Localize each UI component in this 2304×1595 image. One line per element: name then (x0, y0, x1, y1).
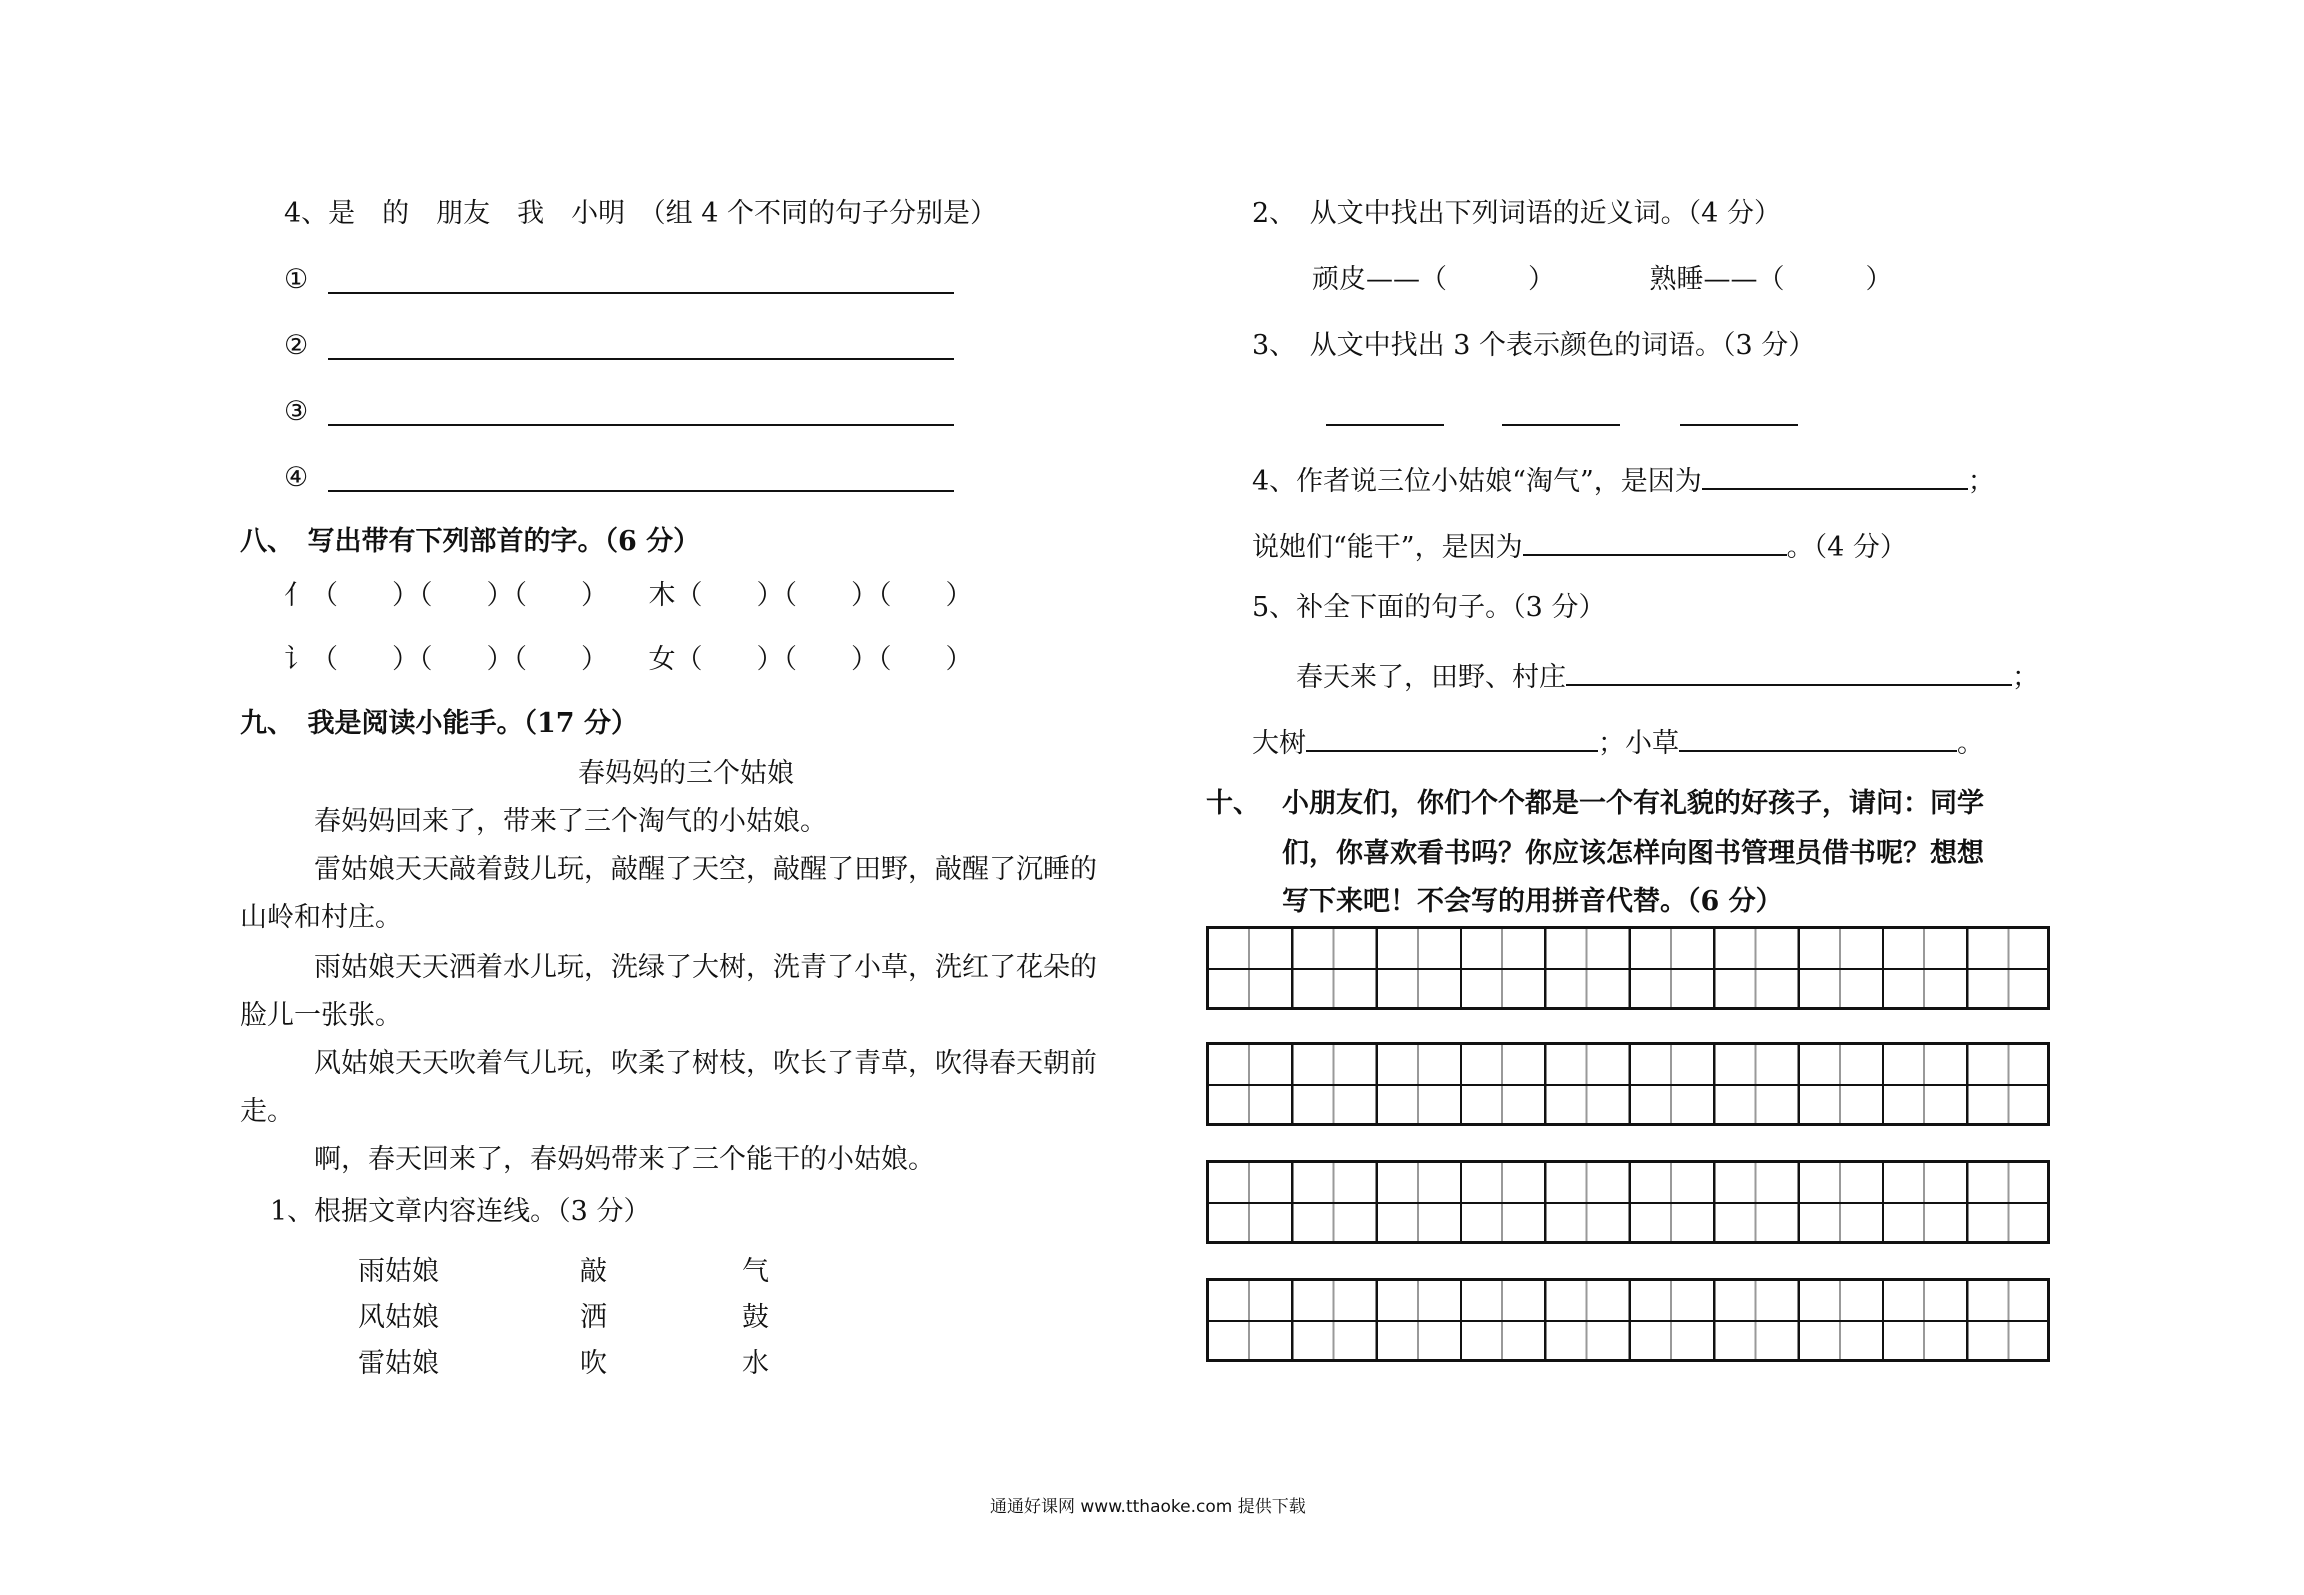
section-10-line-1: 小朋友们，你们个个都是一个有礼貌的好孩子，请问：同学 (1282, 788, 1984, 819)
question-5-spring-end: ； (2012, 662, 2039, 693)
question-4-naughty-end: ； (1967, 466, 1995, 497)
small-grass-label: ；小草 (1598, 728, 1679, 759)
color-word-blank-2[interactable] (1502, 424, 1620, 426)
question-4-naughty-text: 4、作者说三位小姑娘“淘气”，是因为 (1252, 466, 1702, 497)
match-right-2[interactable]: 鼓 (742, 1302, 769, 1333)
answer-marker-4: ④ (284, 462, 309, 493)
story-paragraph-4a: 风姑娘天天吹着气儿玩，吹柔了树枝，吹长了青草，吹得春天朝前 (314, 1048, 1097, 1079)
fields-villages-blank[interactable] (1566, 656, 2012, 686)
match-mid-1[interactable]: 敲 (580, 1256, 607, 1287)
question-5-prompt: 5、补全下面的句子。（3 分） (1252, 592, 1606, 623)
color-word-blank-1[interactable] (1326, 424, 1444, 426)
question-2-items: 顽皮——（ ） 熟睡——（ ） (1312, 264, 1893, 295)
answer-line-3[interactable] (328, 424, 954, 426)
answer-marker-3: ③ (284, 396, 309, 427)
question-5-end: 。 (1957, 728, 1984, 759)
match-right-3[interactable]: 水 (742, 1348, 769, 1379)
writing-grid-row-1[interactable] (1206, 926, 2050, 1010)
story-paragraph-2a: 雷姑娘天天敲着鼓儿玩，敲醒了天空，敲醒了田野，敲醒了沉睡的 (314, 854, 1097, 885)
question-5-line-1 (1296, 656, 2039, 696)
radical-row-1: 亻（ ）（ ）（ ） 木（ ）（ ）（ ） (284, 580, 973, 611)
writing-grid-row-4[interactable] (1206, 1278, 2050, 1362)
small-grass-blank[interactable] (1679, 722, 1957, 752)
q4-prompt: 4、是 的 朋友 我 小明 （组 4 个不同的句子分别是） (284, 198, 998, 229)
question-4-line-2 (1252, 526, 1907, 566)
section-10-number: 十、 (1206, 788, 1260, 819)
section-8-title: 八、 写出带有下列部首的字。（6 分） (240, 526, 701, 557)
writing-grid-row-3[interactable] (1206, 1160, 2050, 1244)
story-paragraph-3b: 脸儿一张张。 (240, 1000, 402, 1031)
big-tree-blank[interactable] (1306, 722, 1598, 752)
match-left-2[interactable]: 风姑娘 (358, 1302, 439, 1333)
color-word-blank-3[interactable] (1680, 424, 1798, 426)
question-5-spring-text: 春天来了，田野、村庄 (1296, 662, 1566, 693)
writing-grid-row-2[interactable] (1206, 1042, 2050, 1126)
question-4-capable-end: 。（4 分） (1786, 532, 1907, 563)
section-10-line-3: 写下来吧！不会写的用拼音代替。（6 分） (1282, 886, 1783, 917)
story-paragraph-1: 春妈妈回来了，带来了三个淘气的小姑娘。 (314, 806, 827, 837)
big-tree-label: 大树 (1252, 728, 1306, 759)
answer-line-2[interactable] (328, 358, 954, 360)
match-mid-2[interactable]: 洒 (580, 1302, 607, 1333)
question-4-capable-text: 说她们“能干”，是因为 (1252, 532, 1523, 563)
footer-source: 通通好课网 www.tthaoke.com 提供下载 (990, 1497, 1306, 1517)
question-3-prompt: 3、 从文中找出 3 个表示颜色的词语。（3 分） (1252, 330, 1816, 361)
answer-marker-1: ① (284, 264, 309, 295)
story-paragraph-4b: 走。 (240, 1096, 294, 1127)
capable-reason-blank[interactable] (1523, 526, 1787, 556)
question-5-line-2 (1252, 722, 1984, 762)
answer-line-1[interactable] (328, 292, 954, 294)
story-paragraph-3a: 雨姑娘天天洒着水儿玩，洗绿了大树，洗青了小草，洗红了花朵的 (314, 952, 1097, 983)
radical-row-2: 讠（ ）（ ）（ ） 女（ ）（ ）（ ） (284, 644, 973, 675)
section-9-title: 九、 我是阅读小能手。（17 分） (240, 708, 638, 739)
answer-line-4[interactable] (328, 490, 954, 492)
story-title: 春妈妈的三个姑娘 (578, 758, 794, 789)
answer-marker-2: ② (284, 330, 309, 361)
story-paragraph-5: 啊，春天回来了，春妈妈带来了三个能干的小姑娘。 (314, 1144, 935, 1175)
question-2-prompt: 2、 从文中找出下列词语的近义词。（4 分） (1252, 198, 1781, 229)
match-left-1[interactable]: 雨姑娘 (358, 1256, 439, 1287)
match-right-1[interactable]: 气 (742, 1256, 769, 1287)
match-left-3[interactable]: 雷姑娘 (358, 1348, 439, 1379)
question-4-line-1 (1252, 460, 1995, 500)
question-1-prompt: 1、根据文章内容连线。（3 分） (270, 1196, 651, 1227)
section-10-line-2: 们，你喜欢看书吗？你应该怎样向图书管理员借书呢？想想 (1282, 838, 1984, 869)
story-paragraph-2b: 山岭和村庄。 (240, 902, 402, 933)
match-mid-3[interactable]: 吹 (580, 1348, 607, 1379)
naughty-reason-blank[interactable] (1702, 460, 1968, 490)
